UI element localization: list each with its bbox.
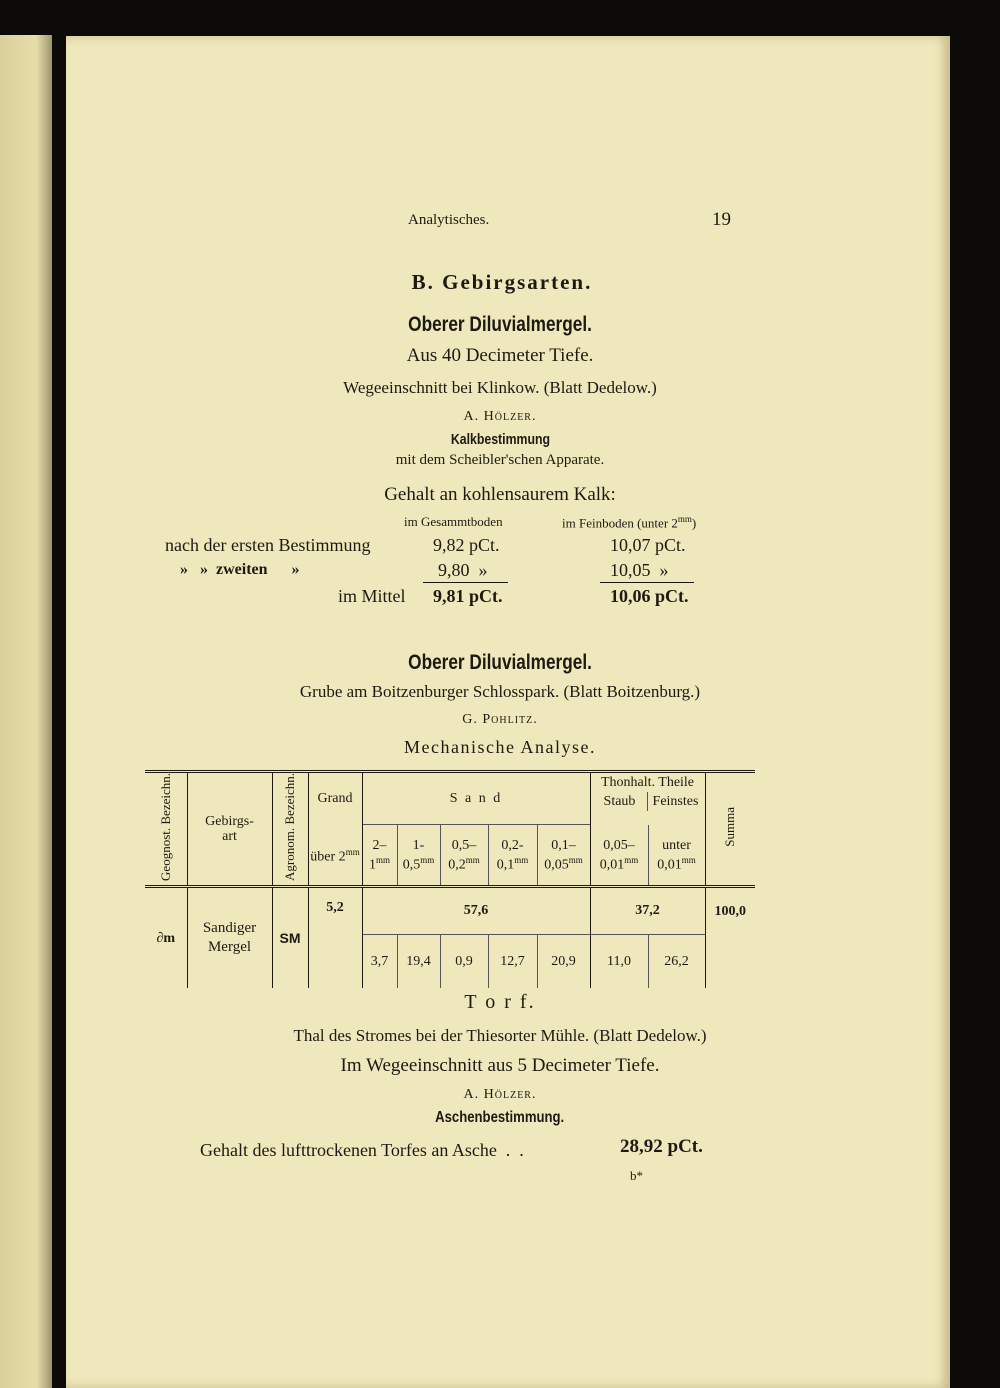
cell-thon-total: 37,2	[590, 886, 705, 934]
range-to: 0,01	[599, 857, 625, 873]
range-from: 2–	[372, 837, 387, 853]
range-to: 0,2	[448, 857, 466, 873]
range-from: unter	[662, 837, 691, 853]
lime-row-value: 10,07 pCt.	[610, 535, 686, 555]
feinboden-label: im Feinboden (unter 2	[562, 515, 678, 531]
ash-value: 28,92 pCt.	[620, 1136, 703, 1157]
header-gebirgsart: Gebirgs- art	[187, 772, 272, 887]
torf-title: T o r f.	[464, 991, 536, 1013]
header-geognost	[145, 772, 187, 887]
header-agronom	[272, 772, 308, 887]
cell-summa: 100,0	[705, 886, 755, 988]
page-number: 19	[712, 209, 731, 230]
sample2-title	[0, 650, 1000, 675]
signature-mark: b*	[630, 1168, 643, 1183]
lime-col-feinboden	[562, 514, 696, 531]
sand-col-3	[488, 825, 537, 887]
feinboden-unit: mm	[677, 514, 692, 524]
header-geognost-text: Geognost. Bezeichn.	[157, 773, 173, 881]
lime-row-value: 10,06 pCt.	[610, 586, 689, 606]
sand-col-1	[397, 825, 440, 887]
thon-col-0	[590, 825, 648, 887]
sample2-location: Grube am Boitzenburger Schlosspark. (Blatt Boitzenburg.)	[299, 682, 701, 701]
sum-rule	[600, 582, 694, 583]
sand-col-2	[440, 825, 488, 887]
header-thon	[590, 772, 705, 825]
torf-analyst: A. Hölzer.	[463, 1087, 537, 1102]
range-from: 1-	[412, 837, 425, 853]
cell-thon: 11,0	[590, 934, 648, 988]
unit-mm: mm	[514, 854, 529, 865]
range-from: 0,1–	[551, 837, 576, 853]
sample1-depth: Aus 40 Decimeter Tiefe.	[406, 345, 594, 366]
cell-sand: 20,9	[537, 934, 590, 988]
range-to: 0,1	[496, 857, 515, 873]
range-from: 0,5–	[451, 837, 477, 853]
header-sand: S a n d	[362, 772, 590, 825]
sample1-analyst: A. Hölzer.	[463, 409, 537, 424]
lime-row-label: im Mittel	[338, 586, 406, 606]
thon-col-1	[648, 825, 705, 887]
feinboden-close: )	[691, 515, 697, 531]
section-title: B. Gebirgsarten.	[411, 270, 593, 294]
cell-sand: 12,7	[488, 934, 537, 988]
table-row	[145, 886, 755, 934]
torf-location: Thal des Stromes bei der Thiesorter Mühle. (Blatt Dedelow.)	[293, 1026, 707, 1045]
sample1-location: Wegeeinschnitt bei Klinkow. (Blatt Dedelow.)	[343, 378, 657, 397]
range-to: 1	[368, 857, 376, 873]
header-agronom-text: Agronom. Bezeichn.	[282, 773, 297, 881]
cell-gebirgsart: Sandiger Mergel	[187, 886, 272, 988]
sample1-method-desc: mit dem Scheibler'schen Apparate.	[395, 452, 605, 468]
lime-row-label: nach der ersten Bestimmung	[165, 535, 371, 555]
table-header-row	[145, 772, 755, 825]
sand-col-4	[537, 825, 590, 887]
cell-sand-total: 57,6	[362, 886, 590, 934]
unit-mm: mm	[345, 847, 360, 858]
header-staub: Staub	[592, 792, 648, 811]
mechanical-analysis-table	[145, 770, 755, 988]
grand-sub-text: über 2	[310, 849, 346, 865]
lime-row-value: 9,82 pCt.	[433, 535, 500, 555]
lime-row-value: 9,80 »	[438, 560, 488, 580]
header-feinstes: Feinstes	[652, 794, 699, 809]
lime-col-gesammtboden: im Gesammtboden	[404, 514, 503, 529]
cell-thon: 26,2	[648, 934, 705, 988]
torf-method-text: Aschenbestimmung.	[435, 1109, 565, 1126]
lime-row-value: 9,81 pCt.	[433, 586, 503, 606]
cell-agronom: SM	[272, 886, 308, 988]
range-to: 0,05	[544, 857, 569, 873]
unit-mm: mm	[375, 854, 390, 865]
sample1-title	[0, 312, 1000, 337]
cell-grand: 5,2	[308, 886, 362, 988]
unit-mm: mm	[681, 854, 696, 865]
header-summa-text: Summa	[722, 807, 738, 847]
lime-row-label: » » zweiten »	[180, 561, 300, 578]
sum-rule	[423, 582, 508, 583]
torf-method-title	[0, 1109, 1000, 1127]
torf-depth: Im Wegeeinschnitt aus 5 Decimeter Tiefe.	[340, 1055, 660, 1076]
range-to: 0,5	[402, 857, 421, 873]
cell-sand: 3,7	[362, 934, 397, 988]
range-from: 0,05–	[603, 837, 635, 853]
lime-row-value: 10,05 »	[610, 560, 669, 580]
cell-sand: 19,4	[397, 934, 440, 988]
header-grand-sub	[308, 825, 362, 887]
analysis-title: Mechanische Analyse.	[404, 737, 596, 757]
range-from: 0,2-	[501, 837, 524, 853]
unit-mm: mm	[420, 854, 435, 865]
running-title: Analytisches.	[408, 212, 490, 228]
header-thon-text: Thonhalt. Theile	[600, 775, 695, 790]
sample1-method-title	[0, 431, 1000, 449]
sand-col-0	[362, 825, 397, 887]
cell-sand: 0,9	[440, 934, 488, 988]
unit-mm: mm	[568, 854, 583, 865]
sample2-analyst: G. Pohlitz.	[462, 712, 538, 727]
cell-geognost: ∂m	[145, 886, 187, 988]
unit-mm: mm	[465, 854, 480, 865]
lime-heading: Gehalt an kohlensaurem Kalk:	[384, 484, 616, 505]
range-to: 0,01	[657, 857, 682, 873]
header-summa	[705, 772, 755, 887]
sample2-title-text: Oberer Diluvialmergel.	[408, 651, 592, 674]
ash-label: Gehalt des lufttrockenen Torfes an Asche . .	[200, 1140, 524, 1160]
sample1-title-text: Oberer Diluvialmergel.	[408, 313, 592, 336]
header-grand: Grand	[308, 772, 362, 825]
unit-mm: mm	[624, 854, 639, 865]
method-title-text: Kalkbestimmung	[450, 431, 550, 448]
